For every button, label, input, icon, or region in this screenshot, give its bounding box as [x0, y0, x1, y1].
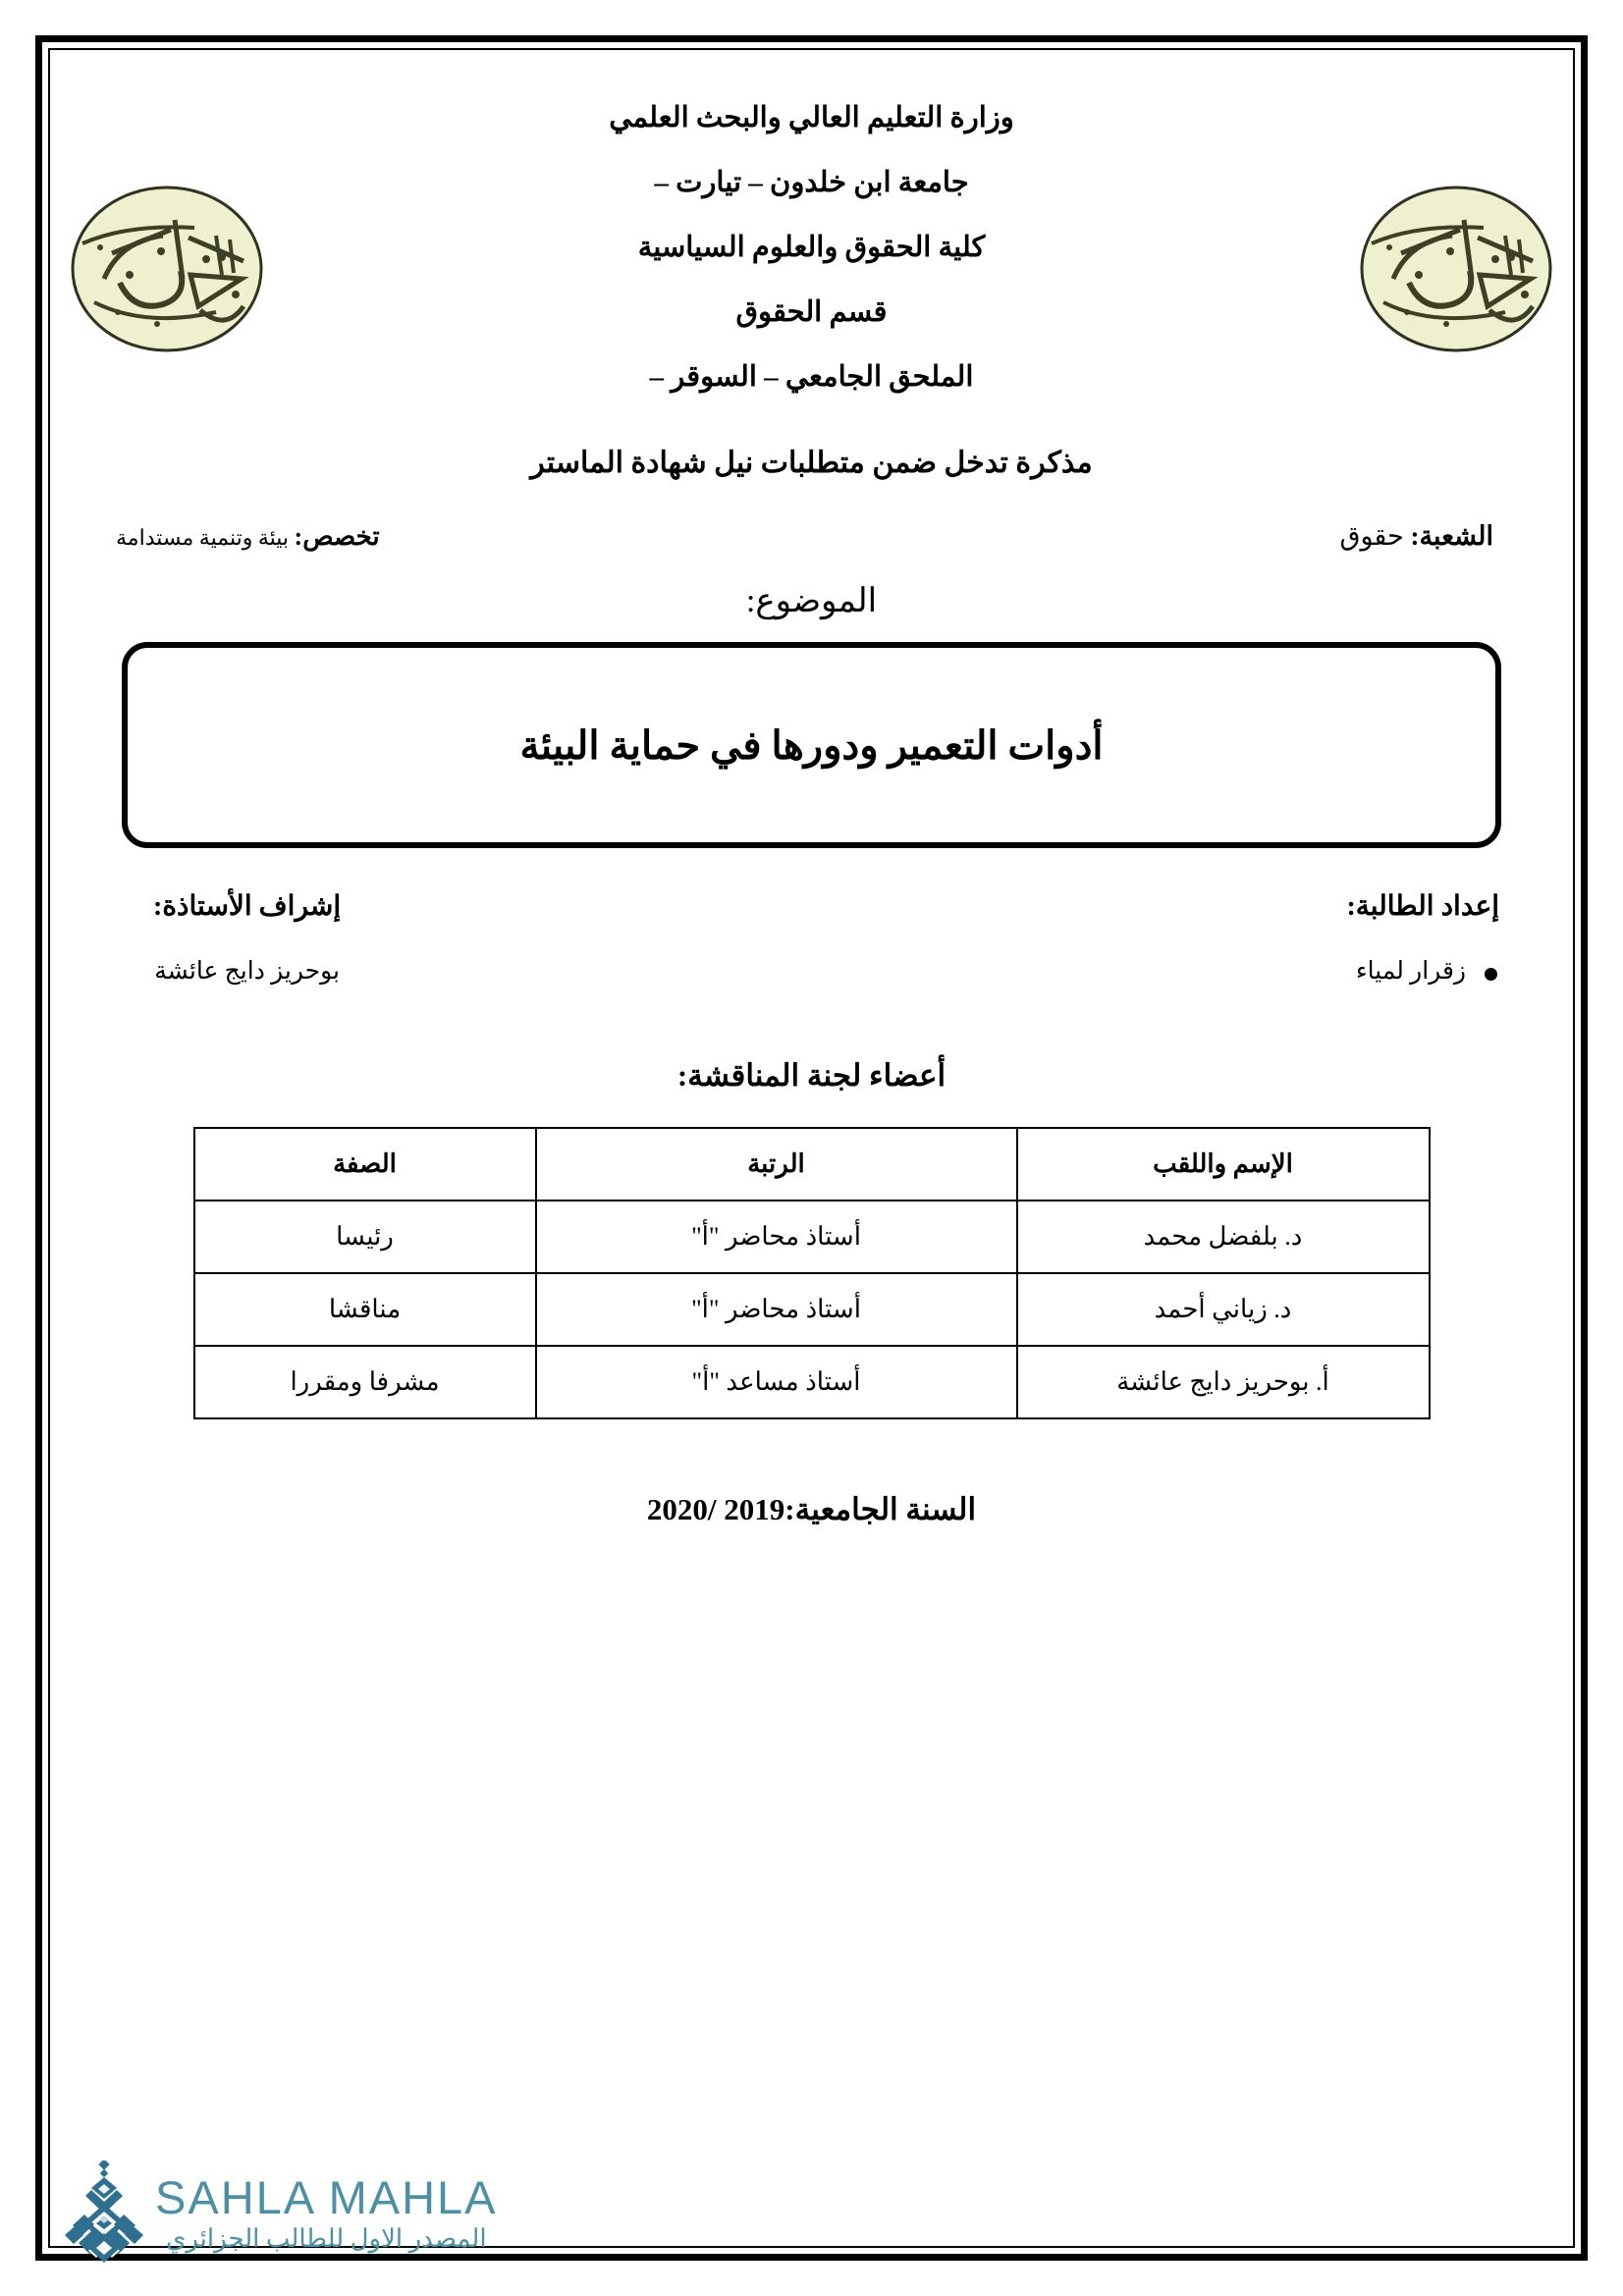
branch-speciality-row — [59, 521, 1564, 552]
jury-col-rank: الرتبة — [536, 1128, 1017, 1201]
student-block — [1346, 889, 1499, 986]
brand-name: SAHLA MAHLA — [155, 2170, 498, 2223]
branch-label: الشعبة: — [1410, 521, 1493, 551]
supervisor-block — [153, 889, 341, 986]
jury-role: مشرفا ومقررا — [194, 1346, 536, 1418]
ministry-line: وزارة التعليم العالي والبحث العلمي — [609, 102, 1014, 133]
brand-text-block — [149, 2170, 498, 2254]
geometric-diamond-ornament-icon — [59, 2161, 149, 2267]
thesis-title-box — [122, 642, 1501, 848]
table-row — [194, 1273, 1430, 1346]
thesis-title: أدوات التعمير ودورها في حماية البيئة — [519, 722, 1104, 768]
jury-role: رئيسا — [194, 1201, 536, 1273]
annex-line: الملحق الجامعي – السوقر – — [649, 361, 974, 393]
sahla-mahla-logo — [59, 2161, 569, 2267]
student-name: زقرار لمياء — [1346, 956, 1499, 986]
jury-name: د. بلفضل محمد — [1017, 1201, 1430, 1273]
authors-section — [59, 889, 1564, 986]
jury-header-row — [194, 1128, 1430, 1201]
jury-col-role: الصفة — [194, 1128, 536, 1201]
degree-statement: مذكرة تدخل ضمن متطلبات نيل شهادة الماستر — [530, 447, 1093, 479]
subject-label: الموضوع: — [745, 583, 878, 619]
faculty-line: كلية الحقوق والعلوم السياسية — [637, 232, 986, 263]
speciality-field — [116, 522, 380, 552]
jury-table — [193, 1127, 1431, 1419]
jury-role: مناقشا — [194, 1273, 536, 1346]
table-row — [194, 1201, 1430, 1273]
header-section — [59, 59, 1564, 432]
speciality-value: بيئة وتنمية مستدامة — [116, 525, 290, 550]
supervisor-heading: إشراف الأستاذة: — [153, 891, 342, 922]
academic-year: السنة الجامعية:2019 /2020 — [646, 1492, 977, 1526]
branch-field — [1340, 521, 1493, 552]
university-seal-left — [69, 185, 265, 353]
jury-col-name: الإسم واللقب — [1017, 1128, 1430, 1201]
table-row — [194, 1346, 1430, 1418]
student-list — [1346, 956, 1499, 986]
branch-value: حقوق — [1339, 521, 1404, 551]
department-line: قسم الحقوق — [735, 296, 888, 328]
jury-name: أ. بوحريز دايج عائشة — [1017, 1346, 1430, 1418]
student-heading: إعداد الطالبة: — [1346, 891, 1499, 922]
page-content — [59, 59, 1564, 2253]
university-line: جامعة ابن خلدون – تيارت – — [654, 167, 969, 198]
supervisor-name: بوحريز دايج عائشة — [154, 958, 340, 985]
speciality-label: تخصص: — [294, 522, 380, 551]
jury-rank: أستاذ محاضر "أ" — [536, 1273, 1017, 1346]
jury-label: أعضاء لجنة المناقشة: — [676, 1058, 947, 1093]
jury-rank: أستاذ مساعد "أ" — [536, 1346, 1017, 1418]
institution-header — [59, 104, 1564, 392]
brand-tagline: المصدر الاول للطالب الجزائري — [165, 2223, 487, 2253]
jury-rank: أستاذ محاضر "أ" — [536, 1201, 1017, 1273]
jury-name: د. زياني أحمد — [1017, 1273, 1430, 1346]
university-seal-right — [1358, 185, 1554, 353]
